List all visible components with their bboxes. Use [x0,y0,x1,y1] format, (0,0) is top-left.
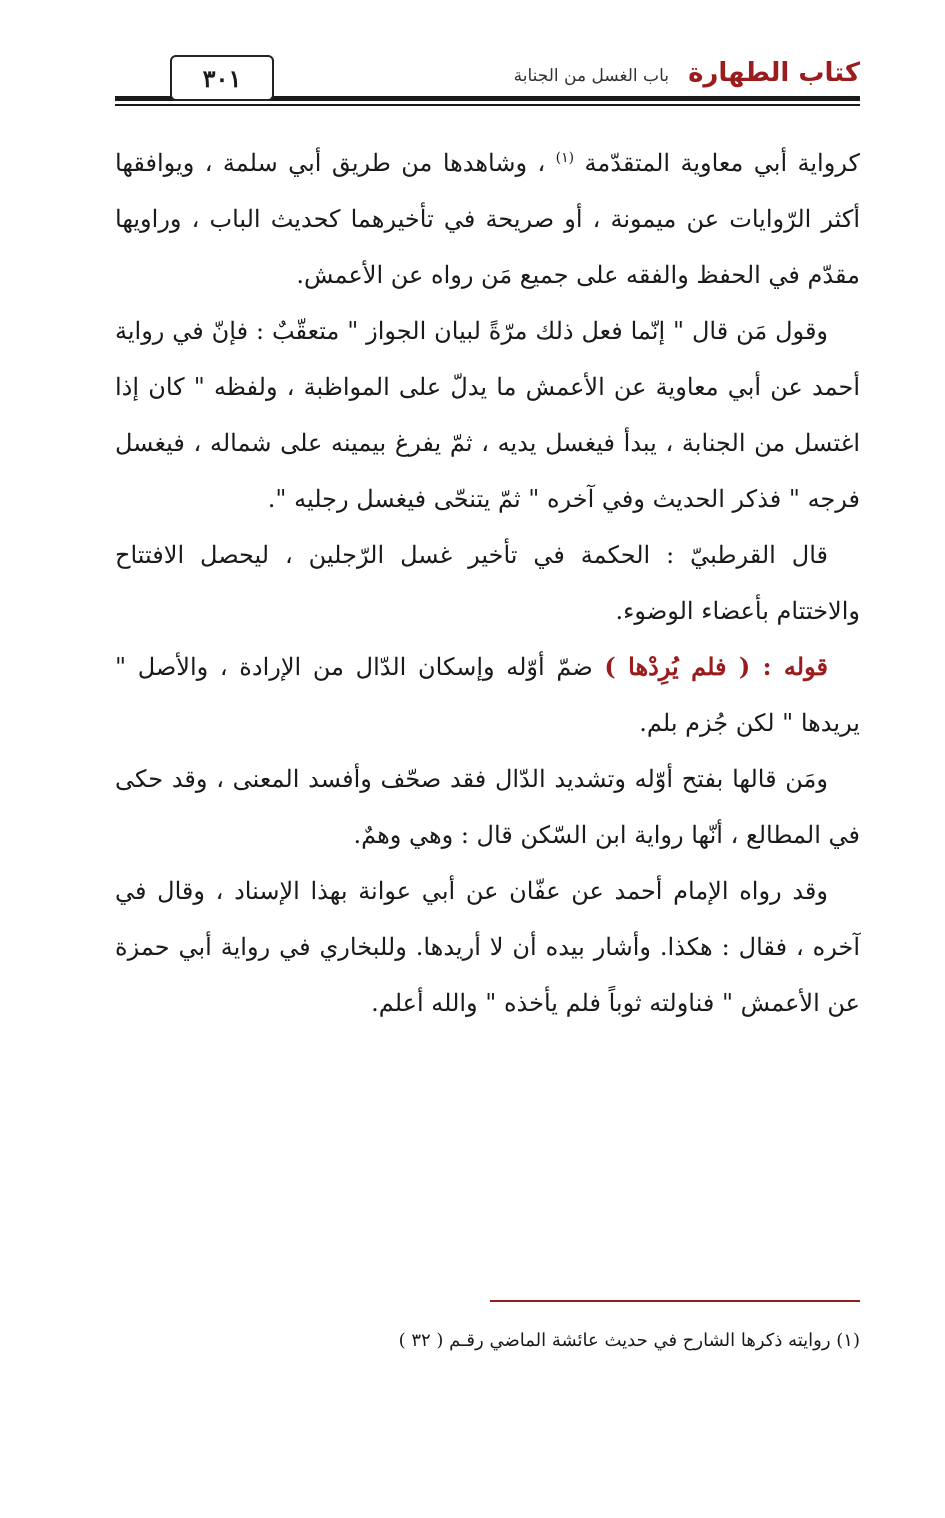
paragraph-6-text: وقد رواه الإمام أحمد عن عفّان عن أبي عوانة بهذا الإسناد ، وقال في آخره ، فقال : هكذا. وأشار بيده أن لا أريدها. وللبخاري في رواية أبي حمزة عن الأعمش " فناولته ثوباً فلم يأخذه " والله أعلم. [115,877,860,1017]
paragraph-4-text: ضمّ أوّله وإسكان الدّال من الإرادة ، والأصل " يريدها " لكن جُزم بلم. [115,653,860,737]
book-title: كتاب الطهارة [688,58,860,88]
paragraph-3-text: قال القرطبيّ : الحكمة في تأخير غسل الرّجلين ، ليحصل الافتتاح والاختتام بأعضاء الوضوء. [115,541,860,625]
page-number [170,55,274,101]
header-titles [514,58,860,88]
footnote [115,1326,860,1356]
header-rule-thin [115,104,860,106]
paragraph-2 [115,303,860,527]
page-number-text: ٣٠١ [202,63,242,93]
page-header [115,50,860,110]
paragraph-1-text-a: كرواية أبي معاوية المتقدّمة [584,149,860,177]
paragraph-5-text: ومَن قالها بفتح أوّله وتشديد الدّال فقد صحّف وأفسد المعنى ، وقد حكى في المطالع ، أنّها رواية ابن السّكن قال : وهي وهمٌ. [115,765,860,849]
chapter-title: باب الغسل من الجنابة [513,66,669,86]
commentary-lemma: قوله : ( فلم يُرِدْها ) [604,652,828,681]
main-text [115,135,860,1031]
paragraph-3 [115,527,860,639]
paragraph-2-text: وقول مَن قال " إنّما فعل ذلك مرّةً لبيان الجواز " متعقّبٌ : فإنّ في رواية أحمد عن أبي معاوية عن الأعمش ما يدلّ على المواظبة ، ولفظه " كان إذا اغتسل من الجنابة ، يبدأ فيغسل يديه ، ثمّ يفرغ بيمينه على شماله ، فيغسل فرجه " فذكر الحديث وفي آخره " ثمّ يتنحّى فيغسل رجليه ". [115,317,860,513]
paragraph-1 [115,135,860,303]
paragraph-4 [115,639,860,751]
footnote-reference: (١) [555,150,575,166]
footnote-text: (١) روايته ذكرها الشارح في حديث عائشة الماضي رقـم ( ٣٢ ) [398,1330,860,1351]
paragraph-6 [115,863,860,1031]
paragraph-1-text-b: ، وشاهدها من طريق أبي سلمة ، ويوافقها أكثر الرّوايات عن ميمونة ، أو صريحة في تأخيرهما كحديث الباب ، وراويها مقدّم في الحفظ والفقه على جميع مَن رواه عن الأعمش. [115,149,860,289]
footnote-divider [490,1300,860,1302]
paragraph-5 [115,751,860,863]
